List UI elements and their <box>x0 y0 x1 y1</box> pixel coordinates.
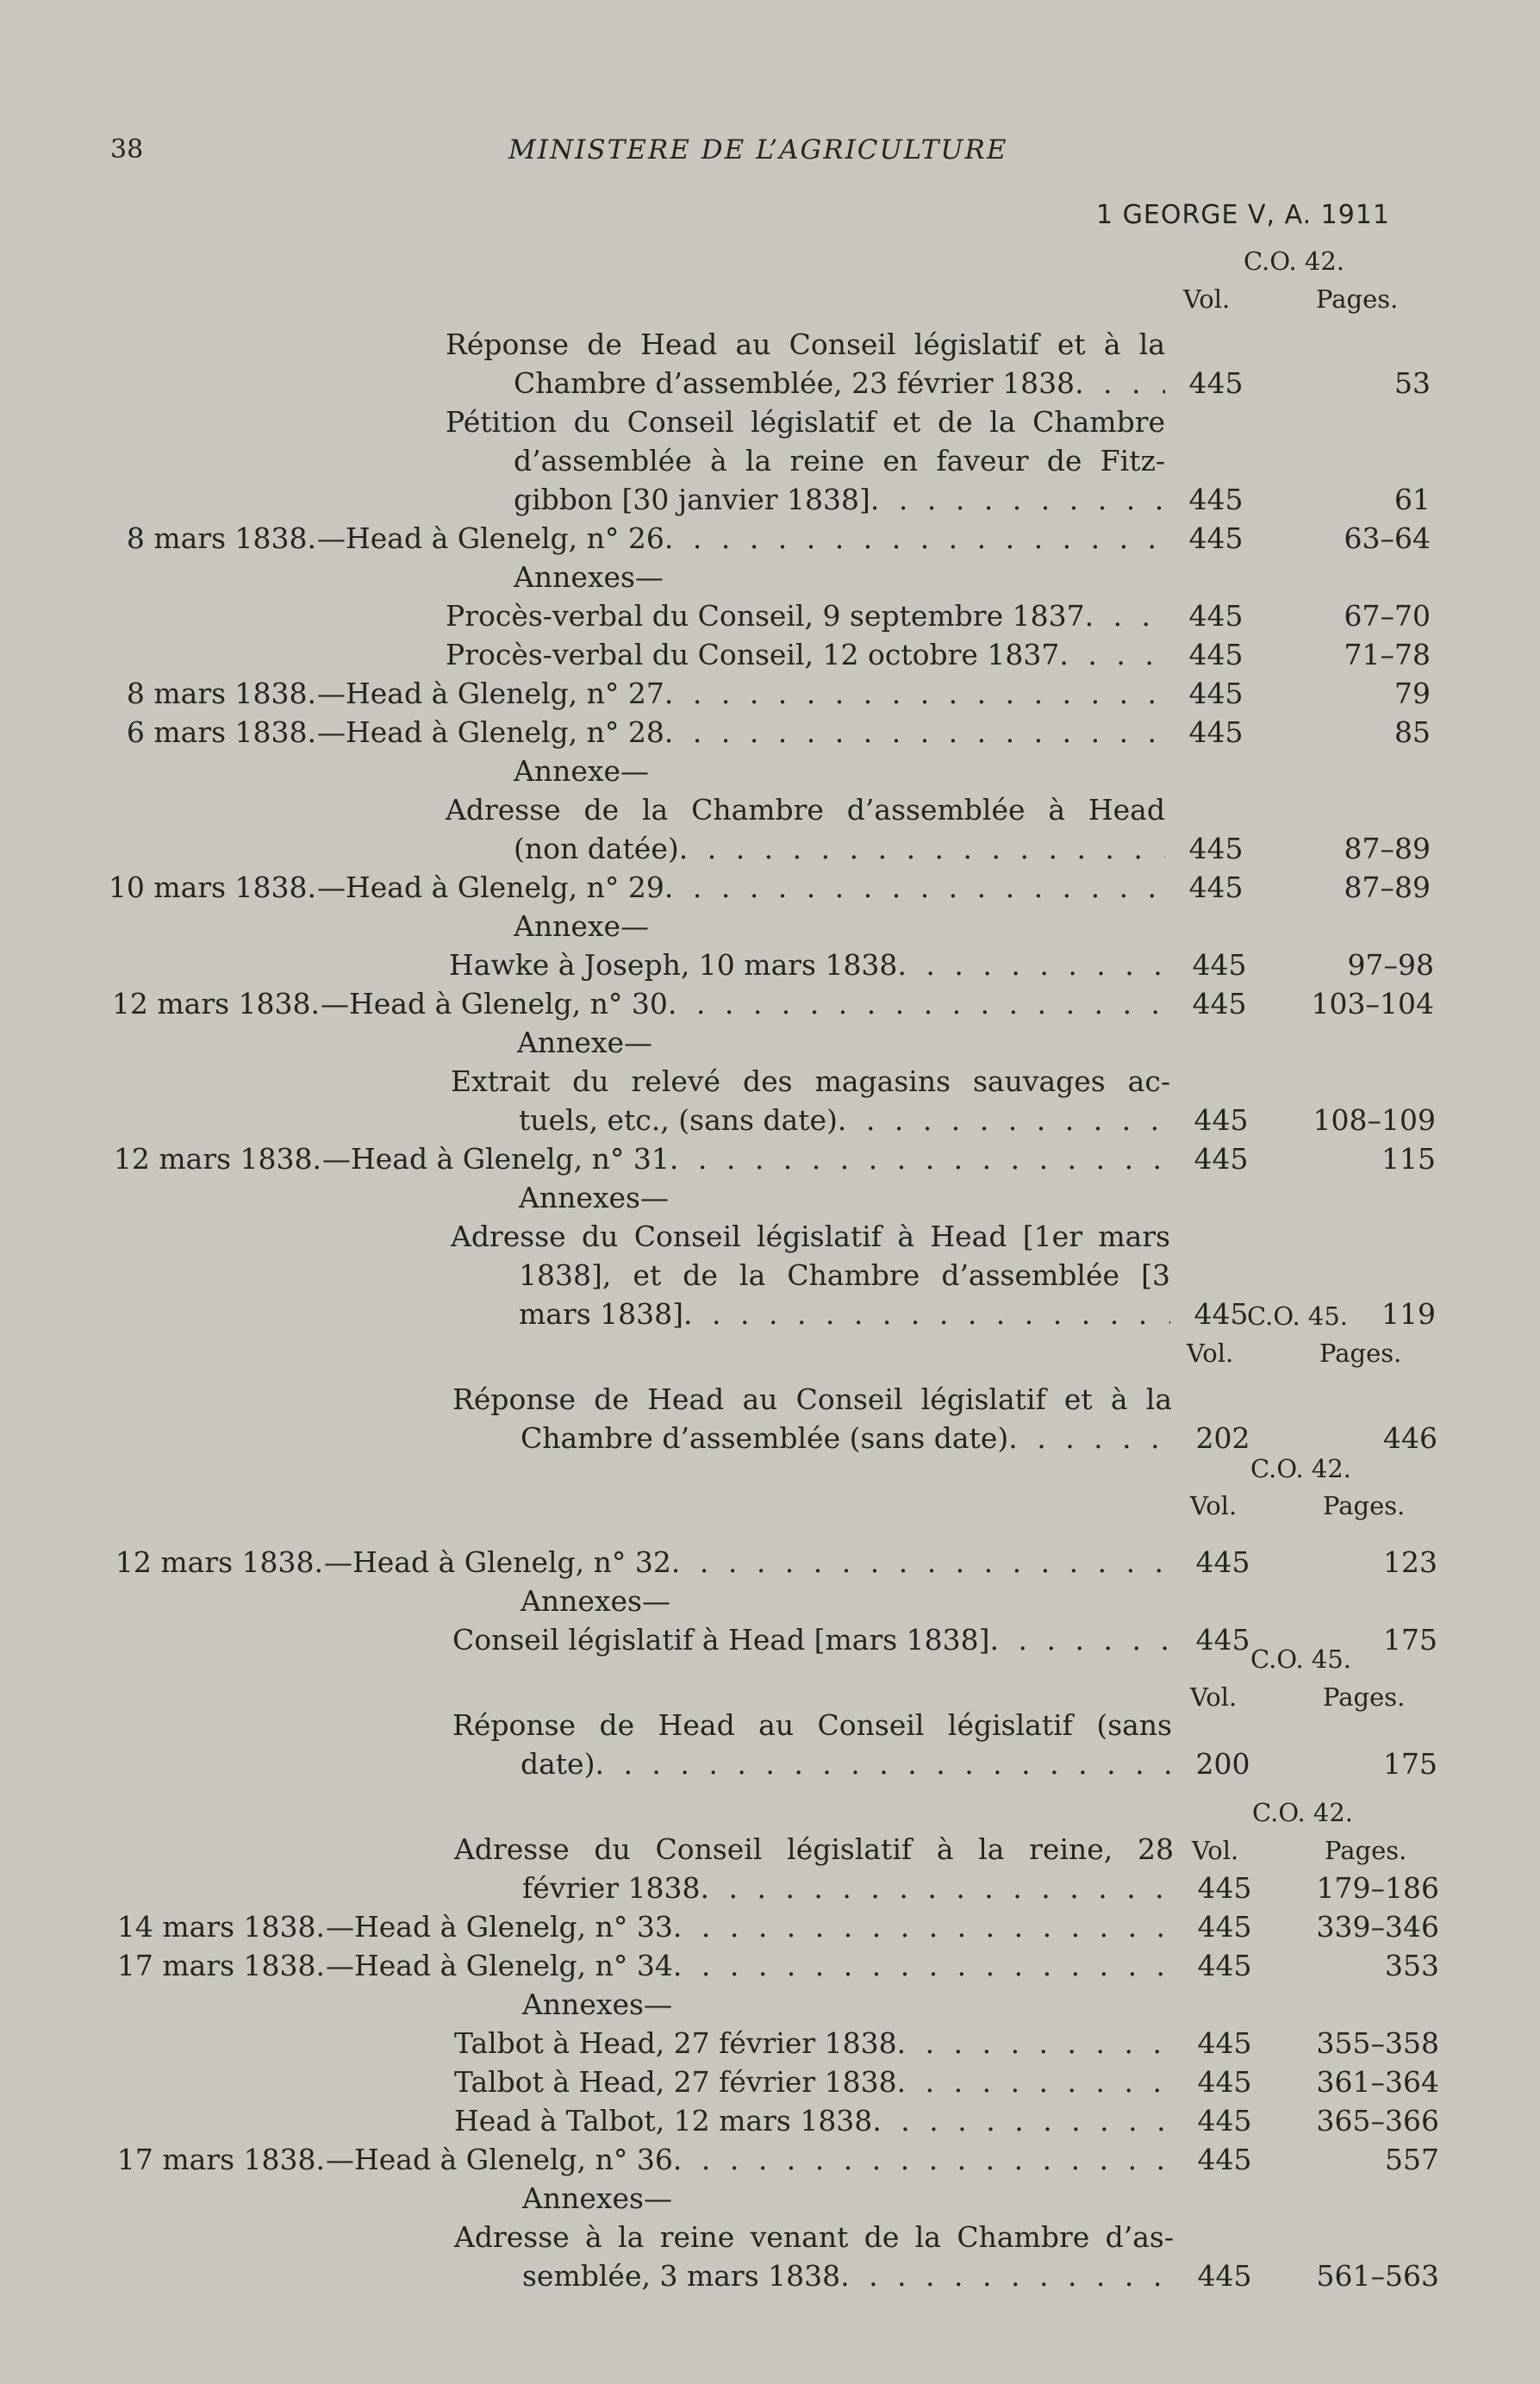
volume-number: 200 <box>1195 1747 1250 1781</box>
dated-entry-line <box>0 1908 1540 1946</box>
entry-text: Pétition du Conseil législatif et de la Chambre <box>446 405 1165 439</box>
dot-leader <box>897 2063 1174 2101</box>
dot-leader <box>897 2025 1174 2063</box>
entry-line <box>0 2025 1540 2063</box>
entry-text <box>519 1102 1170 1139</box>
column-series-label: C.O. 42. <box>1252 1798 1354 1827</box>
page-range: 123 <box>1383 1545 1437 1579</box>
entry-text-value: date) <box>521 1747 595 1781</box>
dot-leader <box>679 830 1165 868</box>
entry-line <box>0 752 1540 790</box>
entry-line <box>0 597 1540 635</box>
page-range: 63–64 <box>1344 521 1431 555</box>
page-range: 71–78 <box>1344 638 1431 671</box>
dot-leader <box>1085 597 1165 635</box>
volume-number: 445 <box>1192 987 1247 1020</box>
entry-line <box>0 1102 1540 1139</box>
dot-leader <box>664 520 1165 558</box>
dated-entry-line <box>0 1544 1540 1582</box>
entry-date: 10 mars 1838. <box>108 871 316 904</box>
entry-text <box>446 636 1165 674</box>
column-header-pages: Pages. <box>1316 284 1399 314</box>
entry-text: Adresse du Conseil législatif à la reine, 28 <box>454 1832 1174 1866</box>
column-series-label: C.O. 42. <box>1250 1454 1352 1483</box>
column-header-vol: Vol. <box>1192 1836 1239 1865</box>
page-range: 85 <box>1394 715 1431 749</box>
volume-number: 445 <box>1188 599 1244 633</box>
volume-number: 445 <box>1197 2065 1252 2099</box>
entry-line <box>0 1024 1540 1062</box>
entry-date: 17 mars 1838. <box>116 1949 325 1982</box>
dot-leader <box>671 1544 1172 1582</box>
entry-text: Annexes— <box>521 1584 670 1618</box>
volume-number: 445 <box>1188 715 1244 749</box>
entry-text-value: tuels, etc., (sans date) <box>519 1103 838 1137</box>
entry-line <box>0 1869 1540 1907</box>
entry-text <box>326 2141 1174 2179</box>
entry-text <box>317 675 1165 713</box>
column-header-vol: Vol. <box>1190 1491 1238 1520</box>
entry-line <box>0 365 1540 403</box>
dot-leader <box>1059 636 1165 674</box>
entry-line <box>0 2063 1540 2101</box>
page-range: 339–346 <box>1316 1910 1439 1944</box>
entry-text-value: Chambre d’assemblée (sans date) <box>521 1421 1009 1455</box>
entry-text-value: Procès-verbal du Conseil, 9 septembre 1837 <box>446 599 1085 633</box>
entry-text <box>522 2257 1174 2295</box>
dot-leader <box>668 985 1169 1023</box>
entry-text: 1838], et de la Chambre d’assemblée [3 <box>519 1258 1170 1292</box>
page-range: 561–563 <box>1316 2259 1439 2293</box>
dot-leader <box>670 1140 1170 1178</box>
dot-leader <box>683 1295 1170 1333</box>
dated-entry-line <box>0 1947 1540 1985</box>
page-range: 61 <box>1394 483 1431 516</box>
entry-date: 8 mars 1838. <box>126 677 316 710</box>
entry-date: 12 mars 1838. <box>115 1545 323 1579</box>
entry-line <box>0 1257 1540 1295</box>
entry-line <box>0 1179 1540 1217</box>
entry-date: 14 mars 1838. <box>116 1910 325 1944</box>
entry-line <box>0 2102 1540 2140</box>
entry-line <box>0 1295 1540 1333</box>
entry-line <box>0 2219 1540 2256</box>
entry-text: Adresse du Conseil législatif à Head [1er mars <box>451 1220 1170 1253</box>
volume-number: 445 <box>1188 832 1244 865</box>
column-header-pages: Pages. <box>1323 1491 1406 1520</box>
dot-leader <box>870 481 1165 519</box>
entry-text-value: Head à Talbot, 12 mars 1838 <box>454 2104 873 2137</box>
entry-line <box>0 1831 1540 1869</box>
volume-number: 445 <box>1188 483 1244 516</box>
column-header-pages: Pages. <box>1323 1682 1406 1712</box>
page-range: 353 <box>1385 1949 1439 1982</box>
volume-number: 445 <box>1197 2143 1252 2176</box>
dot-leader <box>673 1947 1174 1985</box>
entry-text <box>521 1420 1172 1457</box>
entry-text: Réponse de Head au Conseil législatif et à la <box>446 328 1165 361</box>
entry-text: Adresse de la Chambre d’assemblée à Head <box>446 793 1165 827</box>
volume-number: 445 <box>1188 677 1244 710</box>
volume-number: 445 <box>1192 948 1247 982</box>
page-range: 67–70 <box>1344 599 1431 633</box>
entry-line <box>0 1063 1540 1101</box>
volume-number: 445 <box>1197 2026 1252 2060</box>
dated-entry-line <box>0 714 1540 752</box>
entry-text: Annexes— <box>519 1181 669 1214</box>
column-header-pages: Pages. <box>1325 1836 1407 1865</box>
entry-line <box>0 1707 1540 1744</box>
dot-leader <box>701 1869 1175 1907</box>
entry-date: 17 mars 1838. <box>116 2143 325 2176</box>
entry-text <box>449 946 1169 984</box>
page-range: 557 <box>1385 2143 1439 2176</box>
entry-text-value: —Head à Glenelg, n° 27 <box>317 677 664 710</box>
dated-entry-line <box>0 985 1540 1023</box>
entry-line <box>0 1381 1540 1419</box>
entry-text <box>514 481 1165 519</box>
page-range: 355–358 <box>1316 2026 1439 2060</box>
dot-leader <box>838 1102 1170 1139</box>
entry-text-value: —Head à Glenelg, n° 28 <box>317 715 664 749</box>
entry-text: Annexe— <box>517 1026 653 1059</box>
volume-number: 445 <box>1188 521 1244 555</box>
entry-text: Extrait du relevé des magasins sauvages ac- <box>451 1064 1170 1098</box>
entry-text-value: —Head à Glenelg, n° 30 <box>321 987 668 1020</box>
volume-number: 445 <box>1188 871 1244 904</box>
volume-number: 445 <box>1194 1142 1249 1176</box>
entry-text-value: Conseil législatif à Head [mars 1838] <box>452 1623 990 1657</box>
dot-leader <box>872 2102 1174 2140</box>
page-range: 361–364 <box>1316 2065 1439 2099</box>
entry-line <box>0 481 1540 519</box>
entry-line <box>0 636 1540 674</box>
entry-line <box>0 559 1540 596</box>
entry-text-value: —Head à Glenelg, n° 34 <box>326 1949 673 1982</box>
page-range: 175 <box>1383 1747 1437 1781</box>
page-range: 87–89 <box>1344 871 1431 904</box>
entry-text-value: —Head à Glenelg, n° 26 <box>317 521 664 555</box>
volume-number: 445 <box>1197 2104 1252 2137</box>
entry-text-value: Talbot à Head, 27 février 1838 <box>454 2065 897 2099</box>
dot-leader <box>673 1908 1174 1946</box>
dot-leader <box>840 2257 1174 2295</box>
page-range: 175 <box>1383 1623 1437 1657</box>
column-series-label: C.O. 45. <box>1250 1644 1352 1674</box>
volume-number: 202 <box>1195 1421 1250 1455</box>
entry-text: Annexes— <box>522 2181 672 2215</box>
entry-text <box>514 365 1165 403</box>
entry-text: d’assemblée à la reine en faveur de Fitz- <box>514 444 1165 477</box>
entry-text <box>324 1544 1172 1582</box>
entry-date: 8 mars 1838. <box>126 521 316 555</box>
dot-leader <box>1075 365 1165 403</box>
volume-number: 445 <box>1197 1910 1252 1944</box>
page-range: 87–89 <box>1344 832 1431 865</box>
entry-date: 6 mars 1838. <box>126 715 316 749</box>
entry-text <box>321 985 1169 1023</box>
entry-text-value: Hawke à Joseph, 10 mars 1838 <box>449 948 898 982</box>
entry-text: Adresse à la reine venant de la Chambre d’as- <box>454 2220 1174 2254</box>
page-range: 365–366 <box>1316 2104 1439 2137</box>
page-range: 79 <box>1394 677 1431 710</box>
column-header-vol: Vol. <box>1190 1682 1238 1712</box>
entry-date: 12 mars 1838. <box>113 1142 321 1176</box>
column-header-vol: Vol. <box>1183 284 1231 314</box>
dated-entry-line <box>0 520 1540 558</box>
entry-line <box>0 1986 1540 2024</box>
entry-line <box>0 830 1540 868</box>
entry-text: Annexe— <box>514 909 650 943</box>
volume-number: 445 <box>1194 1297 1249 1331</box>
running-title: MINISTERE DE L’AGRICULTURE <box>508 134 1008 165</box>
entry-line <box>0 1420 1540 1457</box>
session-label: 1 GEORGE V, A. 1911 <box>1096 200 1391 230</box>
entry-text <box>317 869 1165 907</box>
dot-leader <box>673 2141 1174 2179</box>
entry-text-value: —Head à Glenelg, n° 31 <box>322 1142 670 1176</box>
entry-text-value: semblée, 3 mars 1838 <box>522 2259 841 2293</box>
page-range: 119 <box>1381 1297 1436 1331</box>
column-header-pages: Pages. <box>1319 1339 1402 1368</box>
entry-text <box>522 1869 1174 1907</box>
entry-date: 12 mars 1838. <box>111 987 320 1020</box>
dot-leader <box>897 946 1169 984</box>
entry-text-value: —Head à Glenelg, n° 29 <box>317 871 664 904</box>
entry-text-value: —Head à Glenelg, n° 33 <box>326 1910 673 1944</box>
entry-text <box>322 1140 1170 1178</box>
dot-leader <box>664 714 1165 752</box>
entry-text-value: février 1838 <box>522 1871 701 1905</box>
entry-line <box>0 908 1540 945</box>
dot-leader <box>1008 1420 1172 1457</box>
dated-entry-line <box>0 2141 1540 2179</box>
entry-text <box>326 1947 1174 1985</box>
entry-line <box>0 1582 1540 1620</box>
page-range: 446 <box>1383 1421 1437 1455</box>
page-range: 108–109 <box>1312 1103 1436 1137</box>
volume-number: 445 <box>1197 2259 1252 2293</box>
page-range: 97–98 <box>1347 948 1434 982</box>
entry-line <box>0 946 1540 984</box>
volume-number: 445 <box>1188 366 1244 400</box>
entry-text: Annexes— <box>522 1988 672 2021</box>
entry-line <box>0 1745 1540 1783</box>
dot-leader <box>990 1621 1172 1659</box>
entry-line <box>0 442 1540 480</box>
entry-line <box>0 1218 1540 1256</box>
volume-number: 445 <box>1197 1871 1252 1905</box>
page-number: 38 <box>110 134 144 165</box>
entry-text <box>454 2102 1174 2140</box>
page-range: 115 <box>1381 1142 1436 1176</box>
entry-text <box>454 2063 1174 2101</box>
column-header-vol: Vol. <box>1187 1339 1234 1368</box>
entry-text: Réponse de Head au Conseil législatif et à la <box>452 1382 1172 1416</box>
entry-text <box>452 1621 1172 1659</box>
page-range: 53 <box>1394 366 1431 400</box>
entry-text <box>326 1908 1174 1946</box>
page-range: 103–104 <box>1311 987 1434 1020</box>
entry-line <box>0 2257 1540 2295</box>
entry-text-value: —Head à Glenelg, n° 36 <box>326 2143 673 2176</box>
page-range: 179–186 <box>1316 1871 1439 1905</box>
entry-text-value: Procès-verbal du Conseil, 12 octobre 1837 <box>446 638 1060 671</box>
volume-number: 445 <box>1195 1545 1250 1579</box>
entry-text <box>519 1295 1170 1333</box>
column-series-label: C.O. 45. <box>1247 1301 1349 1331</box>
entry-line <box>0 326 1540 364</box>
entry-line <box>0 2180 1540 2218</box>
entry-text <box>446 597 1165 635</box>
dated-entry-line <box>0 1140 1540 1178</box>
entry-line <box>0 791 1540 829</box>
entry-line <box>0 403 1540 441</box>
volume-number: 445 <box>1194 1103 1249 1137</box>
dated-entry-line <box>0 869 1540 907</box>
dated-entry-line <box>0 675 1540 713</box>
entry-text-value: gibbon [30 janvier 1838] <box>514 483 870 516</box>
entry-text <box>514 830 1165 868</box>
volume-number: 445 <box>1197 1949 1252 1982</box>
dot-leader <box>664 675 1165 713</box>
dot-leader <box>664 869 1165 907</box>
entry-text-value: (non datée) <box>514 832 679 865</box>
column-series-label: C.O. 42. <box>1244 247 1345 276</box>
entry-text-value: Chambre d’assemblée, 23 février 1838 <box>514 366 1076 400</box>
volume-number: 445 <box>1195 1623 1250 1657</box>
entry-text-value: —Head à Glenelg, n° 32 <box>324 1545 671 1579</box>
entry-text <box>521 1745 1172 1783</box>
entry-text: Annexe— <box>514 754 650 788</box>
entry-text: Annexes— <box>514 560 664 594</box>
entry-text-value: Talbot à Head, 27 février 1838 <box>454 2026 897 2060</box>
entry-line <box>0 1621 1540 1659</box>
entry-text <box>454 2025 1174 2063</box>
entry-text: Réponse de Head au Conseil législatif (sans <box>452 1708 1172 1742</box>
entry-text <box>317 714 1165 752</box>
volume-number: 445 <box>1188 638 1244 671</box>
entry-text-value: mars 1838] <box>519 1297 684 1331</box>
dot-leader <box>595 1745 1172 1783</box>
entry-text <box>317 520 1165 558</box>
